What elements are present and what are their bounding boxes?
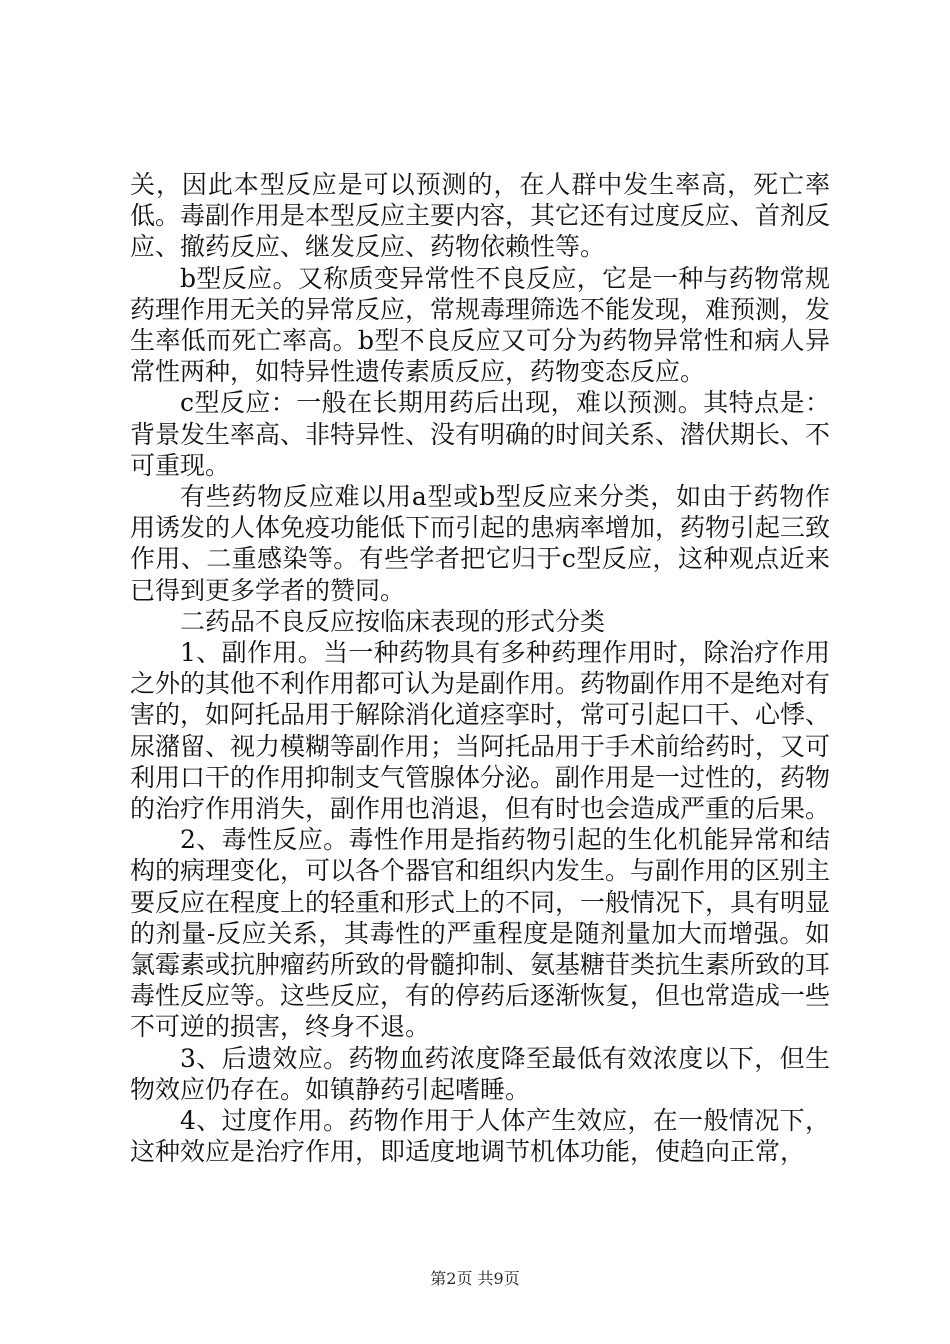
paragraph-residual-effect: 3、后遗效应。药物血药浓度降至最低有效浓度以下，但生物效应仍存在。如镇静药引起嗜睡。: [130, 1043, 830, 1104]
paragraph-excessive-effect: 4、过度作用。药物作用于人体产生效应，在一般情况下，这种效应是治疗作用，即适度地调节机体功能，使趋向正常，: [130, 1106, 830, 1167]
paragraph-type-c: c型反应：一般在长期用药后出现，难以预测。其特点是：背景发生率高、非特异性、没有明确的时间关系、潜伏期长、不可重现。: [130, 388, 831, 480]
body-text: [130, 169, 830, 1168]
page-footer: 第2页 共9页: [430, 1269, 520, 1288]
paragraph-continuation: 关，因此本型反应是可以预测的，在人群中发生率高，死亡率低。毒副作用是本型反应主要内容，其它还有过度反应、首剂反应、撤药反应、继发反应、药物依赖性等。: [130, 170, 831, 262]
paragraph-toxic-reaction: 2、毒性反应。毒性作用是指药物引起的生化机能异常和结构的病理变化，可以各个器官和组织内发生。与副作用的区别主要反应在程度上的轻重和形式上的不同，一般情况下，具有明显的剂量-反应关系，其毒性的严重程度是随剂量加大而增强。如氯霉素或抗肿瘤药所致的骨髓抑制、氨基糖苷类抗生素所致的耳毒性反应等。这些反应，有的停药后逐渐恢复，但也常造成一些不可逆的损害，终身不退。: [130, 825, 831, 1042]
paragraph-type-b: b型反应。又称质变异常性不良反应，它是一种与药物常规药理作用无关的异常反应，常规毒理筛选不能发现，难预测，发生率低而死亡率高。b型不良反应又可分为药物异常性和病人异常性两种，如特异性遗传素质反应，药物变态反应。: [130, 263, 831, 387]
section-heading: 二药品不良反应按临床表现的形式分类: [180, 606, 606, 636]
paragraph-side-effect: 1、副作用。当一种药物具有多种药理作用时，除治疗作用之外的其他不利作用都可认为是副作用。药物副作用不是绝对有害的，如阿托品用于解除消化道痉挛时，常可引起口干、心悸、尿潴留、视力模糊等副作用；当阿托品用于手术前给药时，又可利用口干的作用抑制支气管腺体分泌。副作用是一过性的，药物的治疗作用消失，副作用也消退，但有时也会造成严重的后果。: [130, 638, 831, 824]
paragraph-classification-note: 有些药物反应难以用a型或b型反应来分类，如由于药物作用诱发的人体免疫功能低下而引起的患病率增加，药物引起三致作用、二重感染等。有些学者把它归于c型反应，这种观点近来已得到更多学者的赞同。: [130, 482, 831, 605]
